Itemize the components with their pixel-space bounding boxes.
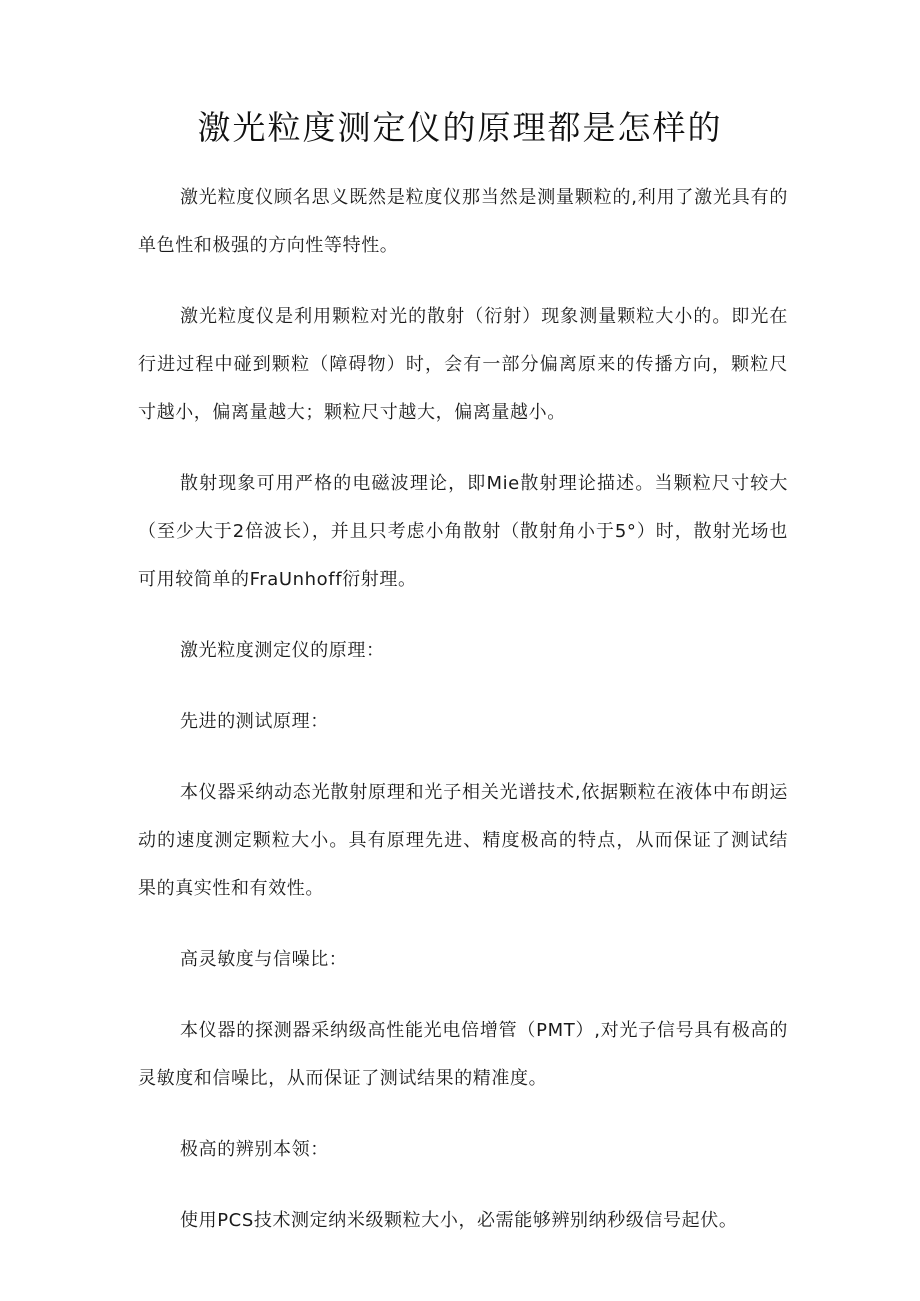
document-title: 激光粒度测定仪的原理都是怎样的	[197, 108, 723, 147]
paragraph: 激光粒度仪顾名思义既然是粒度仪那当然是测量颗粒的,利用了激光具有的单色性和极强的方向性等特性。	[138, 187, 788, 256]
section-heading: 先进的测试原理：	[180, 711, 329, 732]
paragraph: 本仪器采纳动态光散射原理和光子相关光谱技术,依据颗粒在液体中布朗运动的速度测定颗粒大小。具有原理先进、精度极高的特点，从而保证了测试结果的真实性和有效性。	[138, 782, 788, 899]
section-heading: 高灵敏度与信噪比：	[180, 949, 348, 970]
document-body	[138, 174, 788, 1268]
section-heading: 激光粒度测定仪的原理：	[180, 640, 385, 661]
paragraph: 使用PCS技术测定纳米级颗粒大小，必需能够辨别纳秒级信号起伏。	[180, 1210, 738, 1231]
paragraph: 激光粒度仪是利用颗粒对光的散射（衍射）现象测量颗粒大小的。即光在行进过程中碰到颗粒（障碍物）时，会有一部分偏离原来的传播方向，颗粒尺寸越小，偏离量越大；颗粒尺寸越大，偏离量越小。	[138, 306, 788, 423]
paragraph: 散射现象可用严格的电磁波理论，即Mie散射理论描述。当颗粒尺寸较大（至少大于2倍波长），并且只考虑小角散射（散射角小于5°）时，散射光场也可用较简单的FraUnhoff衍射理。	[138, 473, 788, 590]
section-heading: 极高的辨别本领：	[180, 1139, 329, 1160]
paragraph: 本仪器的探测器采纳级高性能光电倍增管（PMT）,对光子信号具有极高的灵敏度和信噪比，从而保证了测试结果的精准度。	[138, 1020, 788, 1089]
